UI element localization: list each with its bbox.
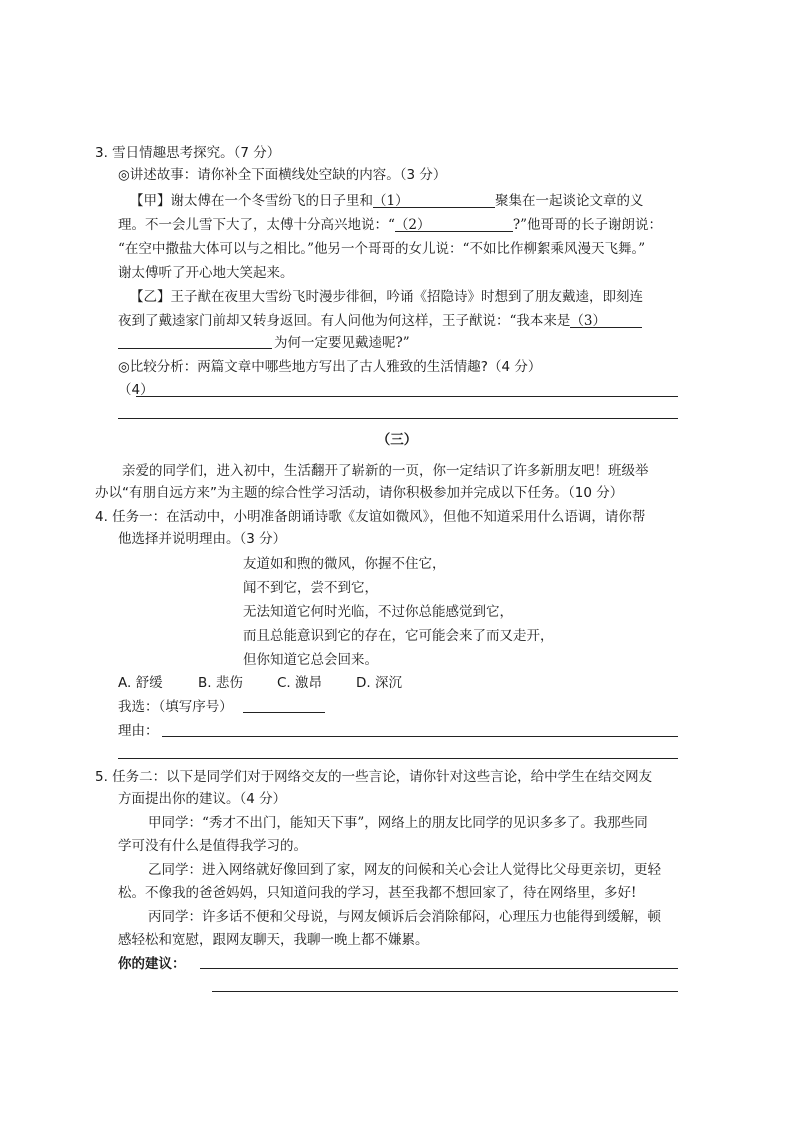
q3-sub-compare: ◎比较分析：两篇文章中哪些地方写出了古人雅致的生活情趣?（4 分） (118, 359, 542, 375)
option-b[interactable]: B. 悲伤 (198, 675, 243, 691)
reason-line-1[interactable] (162, 736, 678, 737)
q3-yi-line1: 【乙】王子猷在夜里大雪纷飞时漫步徘徊，吟诵《招隐诗》时想到了朋友戴逵，即刻连 (130, 289, 643, 305)
blank-2[interactable] (395, 215, 513, 232)
q3-title: 3. 雪日情趣思考探究。（7 分） (95, 145, 281, 161)
blank-3-continuation[interactable] (118, 348, 272, 349)
option-a[interactable]: A. 舒缓 (118, 675, 163, 691)
advice-label: 你的建议： (118, 956, 186, 972)
poem-line-2: 闻不到它，尝不到它， (243, 580, 378, 596)
advice-line-2[interactable] (212, 991, 678, 992)
blank-3-label: （3） (570, 313, 606, 329)
q5-yi-1: 乙同学：进入网络就好像回到了家，网友的问候和关心会让人觉得比父母更亲切，更轻 (148, 862, 661, 878)
blank-4-label: （4） (118, 382, 154, 398)
q5-bing-1: 丙同学：许多话不便和父母说，与网友倾诉后会消除郁闷，心理压力也能得到缓解，顿 (148, 909, 661, 925)
q5-line2: 方面提出你的建议。（4 分） (118, 791, 287, 807)
q5-line1: 5. 任务二：以下是同学们对于网络交友的一些言论，请你针对这些言论，给中学生在结交网友 (95, 769, 653, 785)
poem-line-4: 而且总能意识到它的存在，它可能会来了而又走开， (243, 628, 554, 644)
reason-label: 理由： (118, 723, 159, 739)
q3-jia-line3: “在空中撒盐大体可以与之相比。”他另一个哥哥的女儿说：“不如比作柳絮乘风漫天飞舞。” (118, 241, 646, 257)
blank-1-label: （1） (373, 193, 409, 209)
reason-line-2[interactable] (118, 758, 678, 759)
choice-label: 我选：（填写序号） (118, 699, 233, 715)
choice-blank[interactable] (243, 712, 325, 713)
advice-line-1[interactable] (200, 968, 678, 969)
q3-jia-text-2b: ?”他哥哥的长子谢朗说： (512, 217, 663, 233)
q5-yi-2: 松。不像我的爸爸妈妈，只知道问我的学习，甚至我都不想回家了，待在网络里，多好! (118, 885, 637, 901)
q3-sub-story: ◎讲述故事：请你补全下面横线处空缺的内容。（3 分） (118, 167, 447, 183)
q5-jia-2: 学可没有什么是值得我学习的。 (118, 838, 307, 854)
q3-jia-text-1a: 【甲】谢太傅在一个冬雪纷飞的日子里和 (130, 193, 373, 209)
poem-line-5: 但你知道它总会回来。 (243, 652, 378, 668)
section-heading: （三） (376, 432, 418, 448)
poem-line-3: 无法知道它何时光临，不过你总能感觉到它， (243, 604, 513, 620)
option-d[interactable]: D. 深沉 (356, 675, 402, 691)
answer-line-4b[interactable] (118, 418, 678, 419)
q3-jia-text-2a: 理。不一会儿雪下大了，太傅十分高兴地说：“ (118, 217, 395, 233)
q5-jia-1: 甲同学：“秀才不出门，能知天下事”，网络上的朋友比同学的见识多多了。我那些同 (148, 815, 648, 831)
q3-jia-text-1b: 聚集在一起谈论文章的义 (495, 193, 644, 209)
poem-line-1: 友道如和煦的微风，你握不住它， (243, 556, 446, 572)
q3-jia-line1 (130, 191, 644, 211)
q3-jia-line4: 谢太傅听了开心地大笑起来。 (118, 265, 294, 281)
q3-yi-text-2a: 夜到了戴逵家门前却又转身返回。有人问他为何这样，王子猷说：“我本来是 (118, 313, 571, 329)
q3-jia-line2 (118, 215, 662, 235)
section-intro-2: 办以“有朋自远方来”为主题的综合性学习活动，请你积极参加并完成以下任务。（10 分） (95, 485, 624, 501)
q4-line2: 他选择并说明理由。（3 分） (118, 531, 287, 547)
answer-line-4a[interactable] (136, 396, 678, 397)
q3-yi-line2 (118, 311, 642, 331)
blank-2-label: （2） (394, 217, 431, 233)
q4-line1: 4. 任务一：在活动中，小明准备朗诵诗歌《友谊如微风》，但他不知道采用什么语调，请你帮 (95, 509, 646, 525)
q3-yi-line3: 为何一定要见戴逵呢?” (274, 335, 410, 351)
blank-1[interactable] (373, 191, 495, 208)
option-c[interactable]: C. 激昂 (277, 675, 323, 691)
section-intro-1: 亲爱的同学们，进入初中，生活翻开了崭新的一页，你一定结识了许多新朋友吧！班级举 (122, 463, 649, 479)
blank-3[interactable] (570, 311, 642, 328)
q5-bing-2: 感轻松和宽慰，跟网友聊天，我聊一晚上都不嫌累。 (118, 932, 429, 948)
